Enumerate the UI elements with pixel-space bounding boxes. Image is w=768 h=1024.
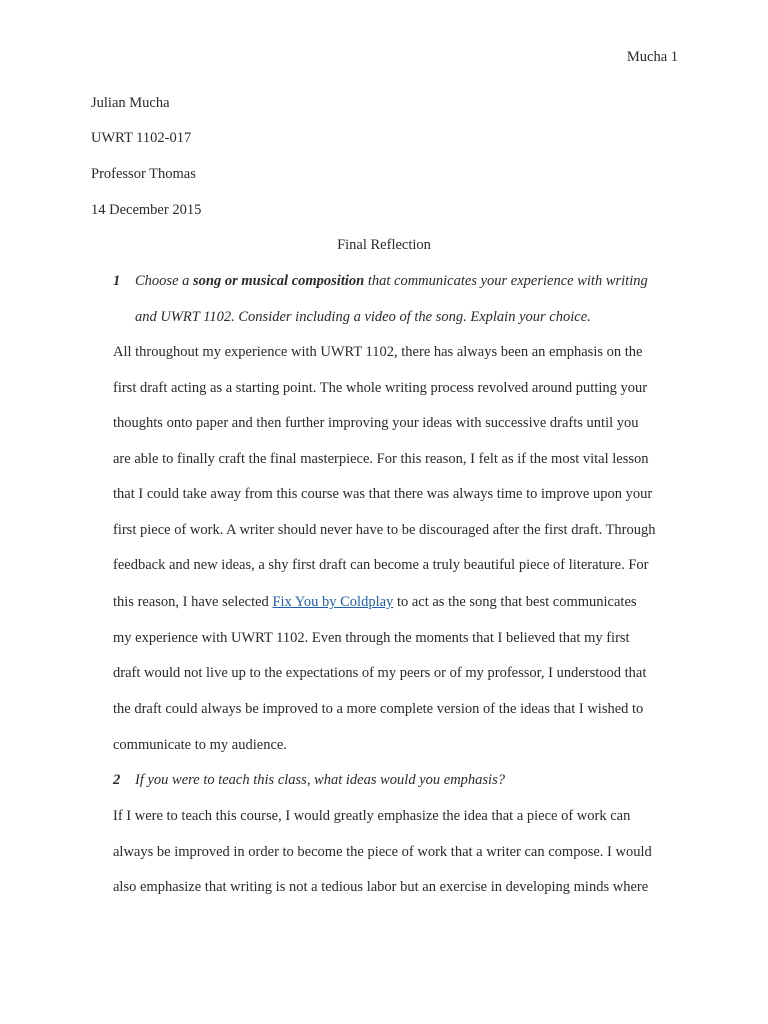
professor-name: Professor Thomas: [91, 166, 196, 182]
answer-2-line: always be improved in order to become the piece of work that a writer can compose. I would: [113, 844, 652, 860]
answer-1-line: the draft could always be improved to a more complete version of the ideas that I wished to: [113, 701, 644, 717]
question-1-text-b: that communicates your experience with writing: [364, 273, 648, 289]
answer-1-line: first piece of work. A writer should never have to be discouraged after the first draft. Through: [113, 522, 656, 538]
question-1-line-2: and UWRT 1102. Consider including a video of the song. Explain your choice.: [135, 309, 591, 325]
running-head: Mucha 1: [626, 49, 678, 65]
question-1-number: 1: [113, 273, 121, 289]
answer-1-line: are able to finally craft the final masterpiece. For this reason, I felt as if the most vital lesson: [113, 451, 649, 467]
question-2-number: 2: [113, 772, 121, 788]
question-1-bold-text: song or musical composition: [193, 273, 365, 289]
answer-1-line: thoughts onto paper and then further improving your ideas with successive drafts until you: [113, 415, 639, 431]
course-code: UWRT 1102-017: [91, 130, 192, 146]
answer-1-text-after-link: to act as the song that best communicates: [393, 594, 637, 610]
author-name: Julian Mucha: [91, 95, 170, 111]
document-date: 14 December 2015: [91, 202, 202, 218]
answer-1-line: feedback and new ideas, a shy first draft can become a truly beautiful piece of literature. For: [113, 557, 649, 573]
answer-1-line: draft would not live up to the expectations of my peers or of my professor, I understood that: [113, 665, 647, 681]
answer-1-line: first draft acting as a starting point. The whole writing process revolved around putting your: [113, 380, 648, 396]
question-2-text: If you were to teach this class, what ideas would you emphasis?: [135, 772, 505, 788]
document-title: Final Reflection: [337, 237, 431, 253]
answer-1-line: All throughout my experience with UWRT 1102, there has always been an emphasis on the: [113, 344, 643, 360]
question-1-text-a: Choose a: [135, 273, 193, 289]
answer-1-line: that I could take away from this course was that there was always time to improve upon your: [113, 486, 653, 502]
answer-1-text-before-link: this reason, I have selected: [113, 594, 273, 610]
answer-2-line: also emphasize that writing is not a tedious labor but an exercise in developing minds where: [113, 879, 649, 895]
answer-2-line: If I were to teach this course, I would greatly emphasize the idea that a piece of work can: [113, 808, 631, 824]
answer-1-line: communicate to my audience.: [113, 737, 287, 753]
question-1-line-1: [135, 271, 648, 291]
answer-1-line: my experience with UWRT 1102. Even through the moments that I believed that my first: [113, 630, 630, 646]
answer-1-link-line: [113, 592, 637, 612]
song-link[interactable]: Fix You by Coldplay: [272, 594, 394, 610]
